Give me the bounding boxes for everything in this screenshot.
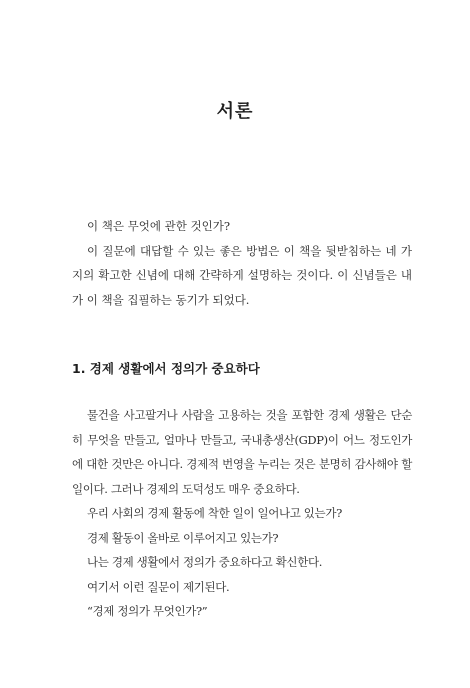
body-paragraph: “경제 정의가 무엇인가?” bbox=[87, 604, 208, 618]
body-paragraph: 나는 경제 생활에서 정의가 중요하다고 확신한다. bbox=[87, 555, 323, 569]
body-paragraph: 여기서 이런 질문이 제기된다. bbox=[87, 579, 230, 594]
body-paragraph: 물건을 사고팔거나 사람을 고용하는 것을 포함한 경제 생활은 단순히 무엇을 만들고, 얼마나 만들고, 국내총생산(GDP)이 어느 정도인가에 대한 것만은 아니다. 경제적 번영을 누리는 것은 분명히 감사해야 할 일이다. 그러나 경제의 도덕성도 매우 중요하다. bbox=[72, 408, 412, 496]
intro-text bbox=[72, 214, 412, 312]
body-paragraph: 우리 사회의 경제 활동에 착한 일이 일어나고 있는가? bbox=[87, 506, 342, 520]
chapter-title: 서론 bbox=[216, 101, 254, 122]
section-heading: 1. 경제 생활에서 정의가 중요하다 bbox=[72, 361, 260, 376]
intro-paragraph: 이 질문에 대답할 수 있는 좋은 방법은 이 책을 뒷받침하는 네 가지의 확고한 신념에 대해 간략하게 설명하는 것이다. 이 신념들은 내가 이 책을 집필하는 동기가 되었다. bbox=[72, 243, 412, 307]
body-paragraph: 경제 활동이 올바로 이루어지고 있는가? bbox=[87, 530, 279, 545]
intro-paragraph: 이 책은 무엇에 관한 것인가? bbox=[87, 219, 230, 233]
section-body bbox=[72, 403, 412, 624]
